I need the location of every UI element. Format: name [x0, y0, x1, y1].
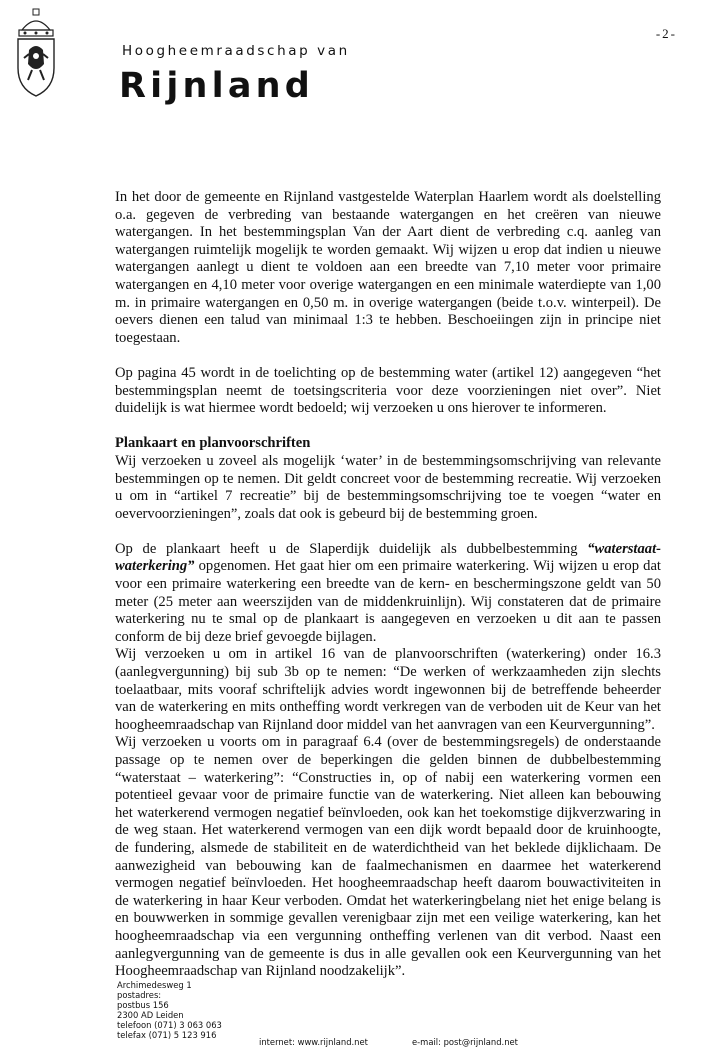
footer-postcode: 2300 AD Leiden: [117, 1009, 184, 1020]
paragraph-recreatie: Wij verzoeken u zoveel als mogelijk ‘water’ in de bestemmingsomschrijving van relevante bestemmingen op te nemen. Dit geldt concreet voor de bestemming recreatie. Wij verzoeken u om in “artikel 7 recreatie” bij de bestemmingsomschrijving toe te voegen “water en oevervoorzieningen”, zoals dat ook is gebeurd bij de bestemming groen.: [115, 452, 661, 522]
footer-internet: internet: www.rijnland.net: [259, 1037, 368, 1047]
paragraph-slaperdijk-end: opgenomen. Het gaat hier om een primaire waterkering. Wij wijzen u erop dat voor een primaire waterkering een breedte van de kern- en beschermingszone geldt van 50 meter (25 meter aan weerszijden van de middenkruinlijn). Wij constateren dat de primaire waterkering nu te smal op de plankaart is aangegeven en verzoeken u dit aan te passen conform de bij deze brief gevoegde bijlagen.: [115, 558, 661, 645]
letter-body: [115, 189, 661, 981]
footer-telefax: telefax (071) 5 123 916: [117, 1029, 217, 1040]
paragraph-paragraaf-6-4: Wij verzoeken u voorts om in paragraaf 6.4 (over de bestemmingsregels) de onderstaande passage op te nemen over de beperkingen die gelden binnen de dubbelbestemming “waterstaat – waterkering”: “Constructies in, op of nabij een waterkering vormen een potentieel gevaar voor de primaire functie van de waterkering. Niet alleen kan bebouwing het waterkerend vermogen negatief beïnvloeden, ook kan het toekomstige dijkverzwaring in de weg staan. Het waterkerend vermogen van een dijk wordt bepaald door de kruinhoogte, de fundering, alsmede de stabiliteit en de waterdichtheid van het beklede dijklichaam. De aanwezigheid van bebouwing kan de faalmechanismen en daarmee het waterkerend vermogen negatief beïnvloeden. Het hoogheemraadschap heeft daarom bouwactiviteiten in de waterkering in haar Keur verboden. Omdat het waterkeringbelang niet het enige belang is en bouwwerken in sommige gevallen verenigbaar zijn met een veilige waterkering, kan het hoogheemraadschap via een vergunning ontheffing verlenen van dit verbod. Naast een aanlegvergunning van de gemeente is dus in alle gevallen ook een Keurvergunning van het Hoogheemraadschap van Rijnland noodzakelijk”.: [115, 734, 661, 980]
paragraph-waterplan: In het door de gemeente en Rijnland vastgestelde Waterplan Haarlem wordt als doelstelling o.a. gegeven de verbreding van bestaande watergangen en het creëren van nieuwe watergangen. In het bestemmingsplan Van der Aart dient de verbreding c.q. aanleg van watergangen ruimtelijk mogelijk te worden gemaakt. Wij wijzen u erop dat indien u nieuwe watergangen aanlegt u dient te voldoen aan een breedte van 7,10 meter voor primaire watergangen en 4,10 meter voor overige watergangen en een minimale waterdiepte van 1,00 m. in primaire watergangen en 0,50 m. in overige watergangen (beide t.o.v. winterpeil). De oevers dienen een talud van minimaal 1:3 te hebben. Beschoeiingen zijn in principe niet toegestaan.: [115, 189, 661, 346]
paragraph-toelichting: Op pagina 45 wordt in de toelichting op de bestemming water (artikel 12) aangegeven “het bestemmingsplan neemt de toetsingscriteria voor deze voorzieningen niet over”. Niet duidelijk is wat hiermee wordt bedoeld; wij verzoeken u ons hierover te informeren.: [115, 364, 661, 417]
section-heading: Plankaart en planvoorschriften: [115, 435, 311, 452]
footer-postbus: postbus 156: [117, 999, 169, 1010]
rijnland-coat-of-arms-icon: [14, 8, 58, 98]
organization-name: Rijnland: [119, 66, 315, 106]
organization-subtitle: Hoogheemraadschap van: [122, 43, 350, 59]
paragraph-slaperdijk: [115, 541, 661, 647]
footer-postadres-label: postadres:: [117, 989, 162, 1000]
footer-telefoon: telefoon (071) 3 063 063: [117, 1019, 222, 1030]
paragraph-artikel-16: Wij verzoeken u om in artikel 16 van de planvoorschriften (waterkering) onder 16.3 (aanlegvergunning) bij sub 3b op te nemen: “De werken of werkzaamheden zijn slechts toelaatbaar, mits vooraf schriftelijk advies wordt ingewonnen bij de betreffende beheerder van de waterkering en mits ontheffing wordt verkregen van de verboden uit de Keur van het hoogheemraadschap van Rijnland door middel van het aanvragen van een Keurvergunning”.: [115, 646, 661, 733]
paragraph-slaperdijk-start: Op de plankaart heeft u de Slaperdijk duidelijk als dubbelbestemming: [115, 540, 588, 557]
footer-address: [117, 981, 222, 1040]
footer-street: Archimedesweg 1: [117, 980, 192, 990]
footer-email: e-mail: post@rijnland.net: [412, 1037, 518, 1047]
waterstaat-waterkering-term: “waterstaat-waterkering”: [115, 540, 661, 575]
page-number: -2-: [655, 26, 677, 41]
